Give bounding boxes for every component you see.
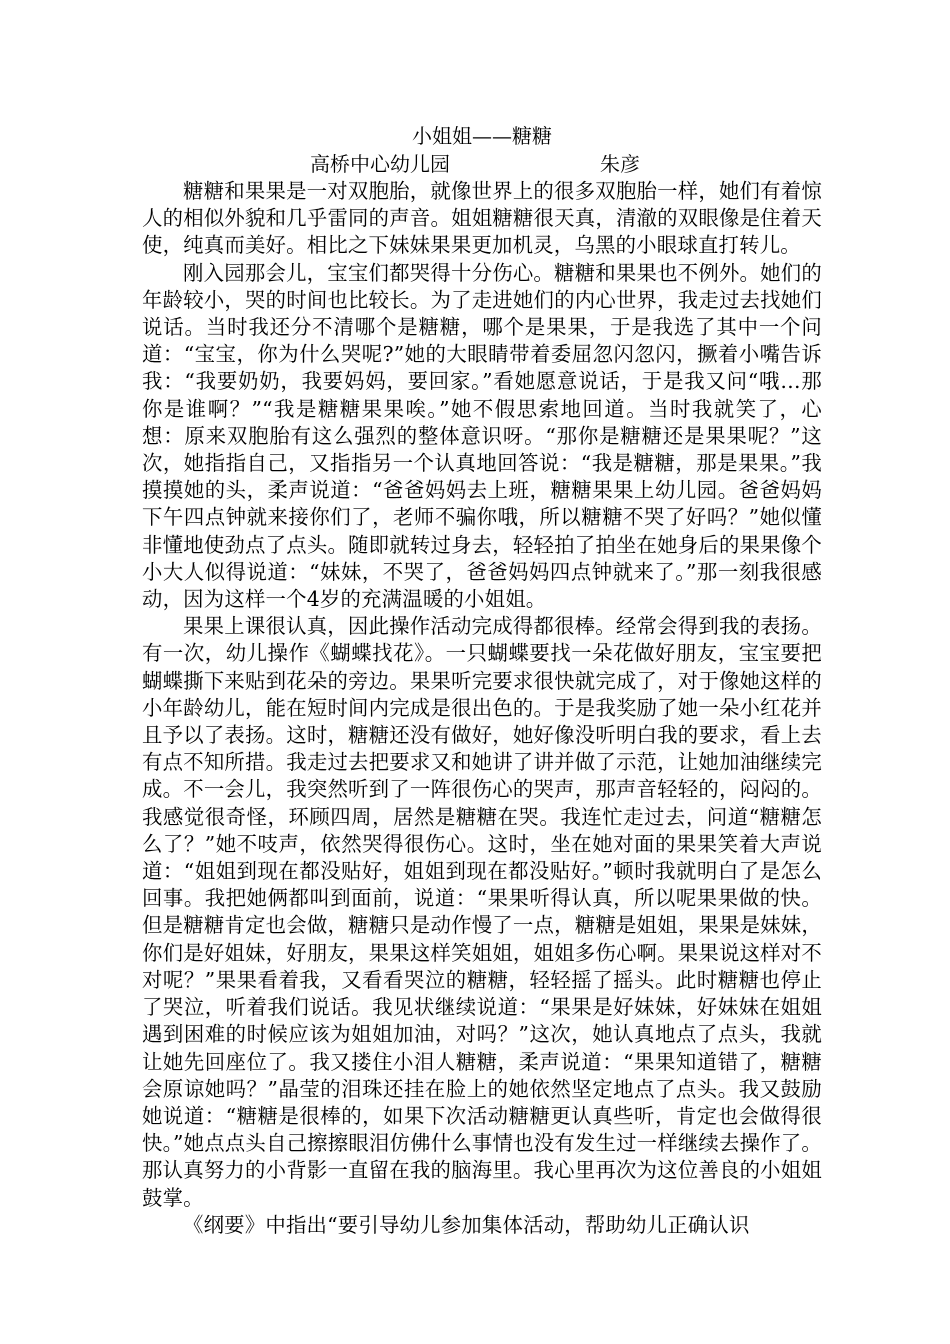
paragraph-4: 《纲要》中指出“要引导幼儿参加集体活动，帮助幼儿正确认识 xyxy=(183,1212,750,1237)
paragraph-1: 糖糖和果果是一对双胞胎，就像世界上的很多双胞胎一样，她们有着惊人的相似外貌和几乎雷同的声音。姐姐糖糖很天真，清澈的双眼像是住着天使，纯真而美好。相比之下妹妹果果更加机灵，乌黑的小眼球直打转儿。 xyxy=(142,179,822,258)
document-page xyxy=(142,122,822,1239)
paragraph-3: 果果上课很认真，因此操作活动完成得都很棒。经常会得到我的表扬。有一次，幼儿操作《蝴蝶找花》。一只蝴蝶要找一朵花做好朋友，宝宝要把蝴蝶撕下来贴到花朵的旁边。果果听完要求很快就完成了，对于像她这样的小年龄幼儿，能在短时间内完成是很出色的。于是我奖励了她一朵小红花并且予以了表扬。这时，糖糖还没有做好，她好像没听明白我的要求，看上去有点不知所措。我走过去把要求又和她讲了讲并做了示范，让她加油继续完成。不一会儿，我突然听到了一阵很伤心的哭声，那声音轻轻的，闷闷的。我感觉很奇怪，环顾四周，居然是糖糖在哭。我连忙走过去，问道“糖糖怎么了？”她不吱声，依然哭得很伤心。这时，坐在她对面的果果笑着大声说道：“姐姐到现在都没贴好，姐姐到现在都没贴好。”顿时我就明白了是怎么回事。我把她俩都叫到面前，说道：“果果听得认真，所以呢果果做的快。但是糖糖肯定也会做，糖糖只是动作慢了一点，糖糖是姐姐，果果是妹妹，你们是好姐妹，好朋友，果果这样笑姐姐，姐姐多伤心啊。果果说这样对不对呢？”果果看着我，又看看哭泣的糖糖，轻轻摇了摇头。此时糖糖也停止了哭泣，听着我们说话。我见状继续说道：“果果是好妹妹，好妹妹在姐姐遇到困难的时候应该为姐姐加油，对吗？”这次，她认真地点了点头，我就让她先回座位了。我又搂住小泪人糖糖，柔声说道：“果果知道错了，糖糖会原谅她吗？”晶莹的泪珠还挂在脸上的她依然坚定地点了点头。我又鼓励她说道：“糖糖是很棒的，如果下次活动糖糖更认真些听，肯定也会做得很快。”她点点头自己擦擦眼泪仿佛什么事情也没有发生过一样继续去操作了。那认真努力的小背影一直留在我的脑海里。我心里再次为这位善良的小姐姐鼓掌。 xyxy=(142,614,822,1210)
document-title: 小姐姐——糖糖 xyxy=(412,124,552,148)
author-name: 朱彦 xyxy=(600,152,640,176)
paragraph-2: 刚入园那会儿，宝宝们都哭得十分伤心。糖糖和果果也不例外。她们的年龄较小，哭的时间也比较长。为了走进她们的内心世界，我走过去找她们说话。当时我还分不清哪个是糖糖，哪个是果果，于是我选了其中一个问道：“宝宝，你为什么哭呢?”她的大眼睛带着委屈忽闪忽闪，撅着小嘴告诉我：“我要奶奶，我要妈妈，要回家。”看她愿意说话，于是我又问“哦…那你是谁啊？”“我是糖糖果果唉。”她不假思索地回道。当时我就笑了，心想：原来双胞胎有这么强烈的整体意识呀。“那你是糖糖还是果果呢？”这次，她指指自己，又指指另一个认真地回答说：“我是糖糖，那是果果。”我摸摸她的头，柔声说道：“爸爸妈妈去上班，糖糖果果上幼儿园。爸爸妈妈下午四点钟就来接你们了，老师不骗你哦，所以糖糖不哭了好吗？”她似懂非懂地使劲点了点头。随即就转过身去，轻轻拍了拍坐在她身后的果果像个小大人似得说道：“妹妹，不哭了，爸爸妈妈四点钟就来了。”那一刻我很感动，因为这样一个4岁的充满温暖的小姐姐。 xyxy=(142,260,822,612)
school-name: 高桥中心幼儿园 xyxy=(310,152,450,176)
byline xyxy=(142,150,822,178)
